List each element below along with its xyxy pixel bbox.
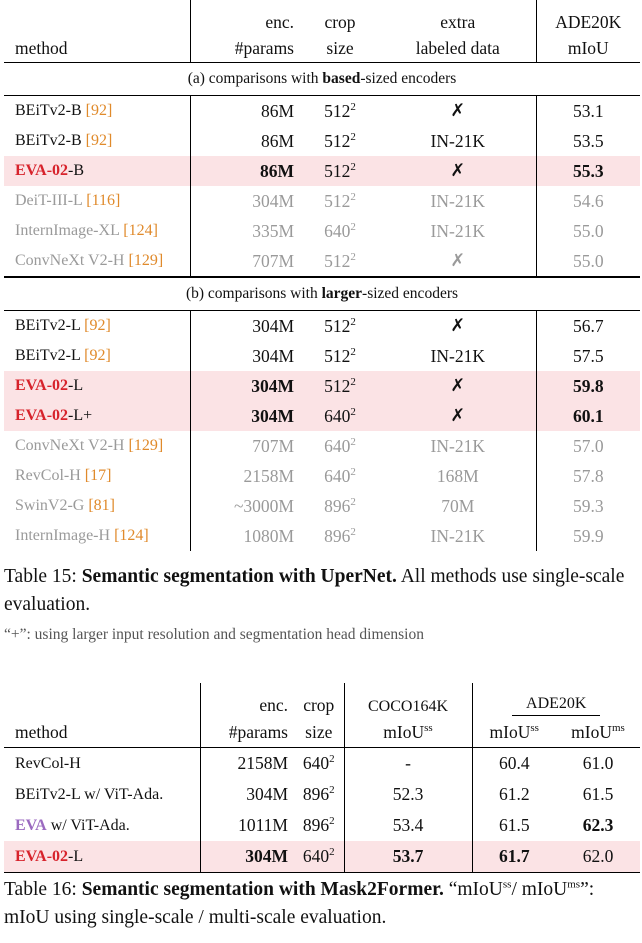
table-15-caption: Table 15: Semantic segmentation with UperNet. All methods use single-scale evaluation. xyxy=(4,566,625,615)
highlighted-row: EVA-02-L 304M $512^2$ ✗ 59.8 xyxy=(4,371,640,401)
table-row: SwinV2-G [81] ~3000M $896^2$ 70M 59.3 xyxy=(4,491,640,521)
table-row: BEiTv2-B [92] 86M $512^2$ ✗ 53.1 xyxy=(4,96,640,127)
citation-link[interactable]: [81] xyxy=(88,497,115,514)
cross-mark: ✗ xyxy=(450,316,466,336)
cross-mark: ✗ xyxy=(380,371,536,401)
table-row: InternImage-XL [124] 335M $640^2$ IN-21K 55.0 xyxy=(4,216,640,246)
table-row: BEiTv2-L [92] 304M $512^2$ ✗ 56.7 xyxy=(4,311,640,342)
citation-link[interactable]: [124] xyxy=(123,222,158,239)
col-method-header: method xyxy=(4,34,190,63)
table-row: InternImage-H [124] 1080M $896^2$ IN-21K 59.9 xyxy=(4,521,640,551)
citation-link[interactable]: [116] xyxy=(86,192,121,209)
table-header-row: method #params size labeled data mIoU xyxy=(4,34,640,63)
cross-mark: ✗ xyxy=(380,401,536,431)
col-crop-header: crop xyxy=(303,695,335,715)
cross-mark: ✗ xyxy=(450,101,466,121)
table-15 xyxy=(4,0,640,551)
cross-mark: ✗ xyxy=(450,251,466,271)
col-params-header: enc. xyxy=(190,0,300,34)
table-header-row xyxy=(4,0,640,34)
citation-link[interactable]: [129] xyxy=(128,437,164,454)
col-ade-header: ADE20K xyxy=(536,0,640,34)
table-row: RevCol-H 2158M $640^2$ - 60.4 61.0 xyxy=(4,748,640,780)
citation-link[interactable]: [17] xyxy=(84,467,112,484)
citation-link[interactable]: [124] xyxy=(114,527,149,544)
col-coco-header: COCO164K xyxy=(344,683,472,717)
table-row: EVA w/ ViT-Ada. 1011M $896^2$ 53.4 61.5 62.3 xyxy=(4,810,640,841)
table-row: RevCol-H [17] 2158M $640^2$ 168M 57.8 xyxy=(4,461,640,491)
citation-link[interactable]: [92] xyxy=(85,102,113,119)
table-row: BEiTv2-L [92] 304M $512^2$ IN-21K 57.5 xyxy=(4,341,640,371)
table-15-note: “+”: using larger input resolution and segmentation head dimension xyxy=(4,626,424,643)
col-crop-header: crop xyxy=(324,12,356,32)
highlighted-row: EVA-02-L+ 304M $640^2$ ✗ 60.1 xyxy=(4,401,640,431)
section-b-header: (b) comparisons with larger-sized encoders xyxy=(4,277,640,311)
table-header-row: method #params size mIoU$^{ss}$ mIoU$^{ss}$ mIoU$^{ms}$ xyxy=(4,717,640,748)
table-16-caption: Table 16: Semantic segmentation with Mask2Former. “mIoU$^{ss}$/ mIoU$^{ms}$”: mIoU using single-scale / multi-scale evaluation. xyxy=(4,878,595,928)
cross-mark: ✗ xyxy=(380,156,536,186)
citation-link[interactable]: [92] xyxy=(84,317,111,334)
table-row: ConvNeXt V2-H [129] 707M $512^2$ ✗ 55.0 xyxy=(4,246,640,277)
highlighted-row: EVA-02-B 86M $512^2$ ✗ 55.3 xyxy=(4,156,640,186)
table-16 xyxy=(4,683,640,873)
table-row: DeiT-III-L [116] 304M $512^2$ IN-21K 54.6 xyxy=(4,186,640,216)
citation-link[interactable]: [129] xyxy=(128,252,164,269)
table-row: BEiTv2-L w/ ViT-Ada. 304M $896^2$ 52.3 61.2 61.5 xyxy=(4,779,640,810)
citation-link[interactable]: [92] xyxy=(85,132,113,149)
table-row: BEiTv2-B [92] 86M $512^2$ IN-21K 53.5 xyxy=(4,126,640,156)
col-method-header: method xyxy=(4,717,200,748)
table-header-row xyxy=(4,683,640,717)
citation-link[interactable]: [92] xyxy=(84,347,111,364)
table-row: ConvNeXt V2-H [129] 707M $640^2$ IN-21K 57.0 xyxy=(4,431,640,461)
section-a-header: (a) comparisons with based-sized encoders xyxy=(4,63,640,96)
col-ade-header: ADE20K xyxy=(472,683,640,717)
highlighted-row: EVA-02-L 304M $640^2$ 53.7 61.7 62.0 xyxy=(4,841,640,873)
col-extra-header: extra xyxy=(440,12,476,32)
col-params-header: enc. xyxy=(200,683,294,717)
